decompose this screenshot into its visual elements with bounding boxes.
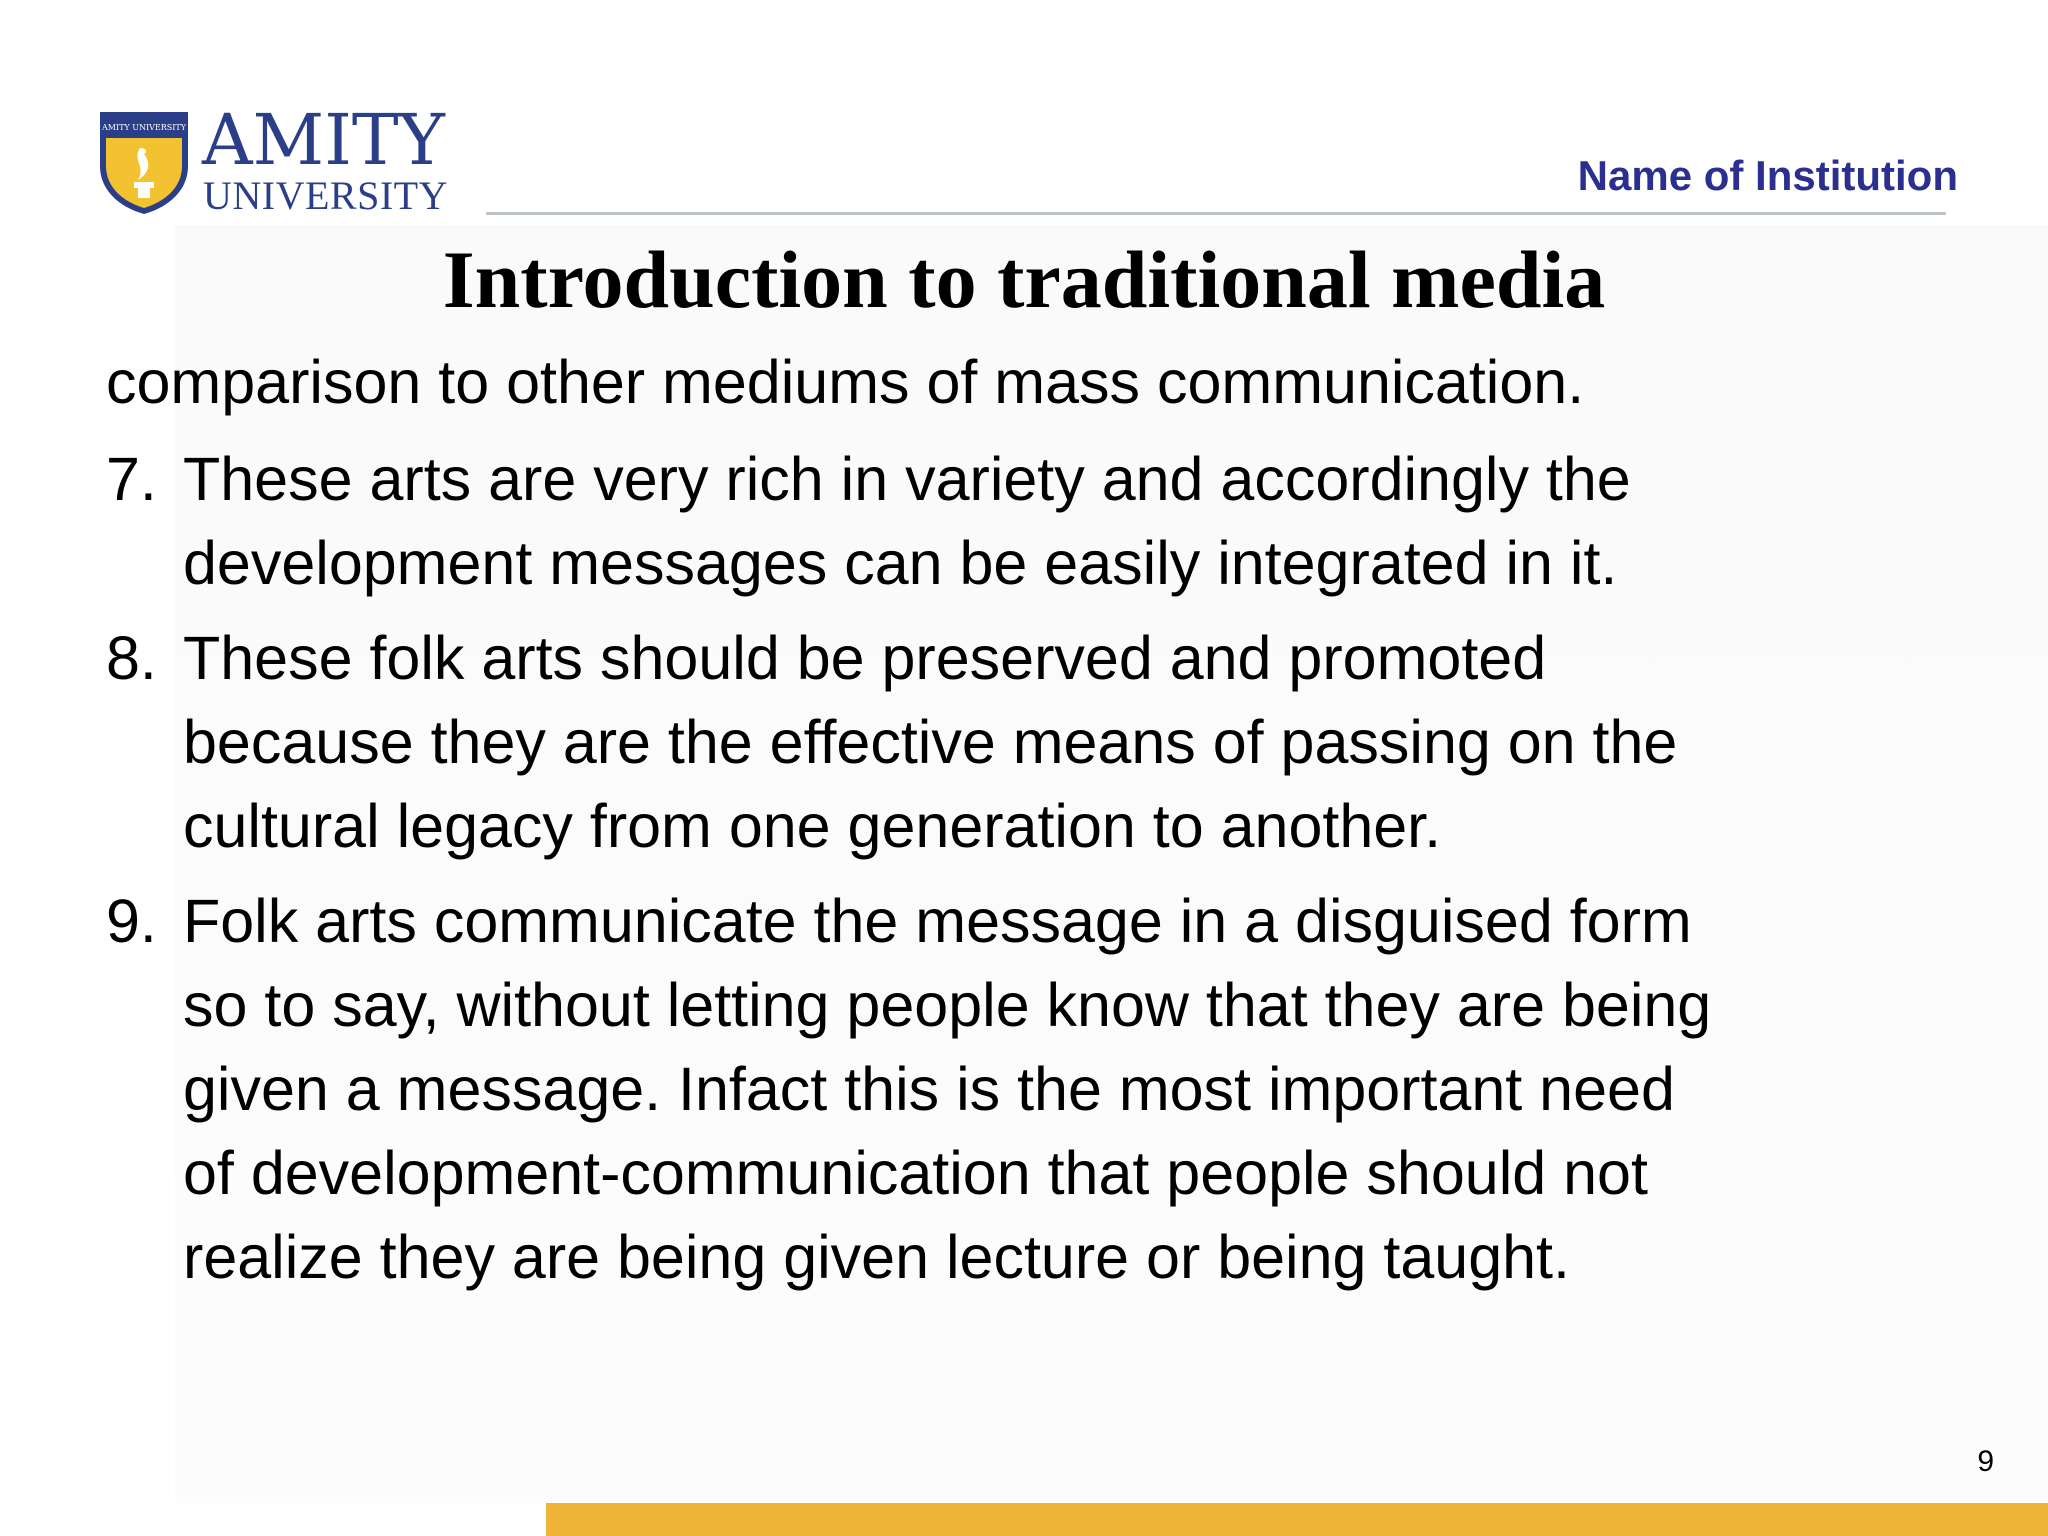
- list-item-9: [106, 879, 1986, 1299]
- slide-body: [106, 340, 1986, 1310]
- slide-title: Introduction to traditional media: [442, 234, 1606, 325]
- item-line: given a message. Infact this is the most important need: [183, 1055, 1675, 1123]
- header-divider: [486, 212, 1946, 215]
- logo-word-amity: AMITY: [202, 99, 445, 181]
- item-number: 7.: [106, 445, 157, 513]
- item-line: development messages can be easily integrated in it.: [183, 529, 1618, 597]
- numbered-points: [106, 437, 1986, 1299]
- item-line: so to say, without letting people know that they are being: [183, 971, 1712, 1039]
- page-number: 9: [1977, 1445, 1994, 1478]
- item-line: because they are the effective means of passing on the: [183, 708, 1678, 776]
- item-line: cultural legacy from one generation to another.: [183, 792, 1442, 860]
- item-line: These folk arts should be preserved and promoted: [183, 624, 1547, 692]
- footer-accent-bar: [546, 1503, 2048, 1536]
- amity-university-logo: [96, 99, 448, 218]
- item-line: Folk arts communicate the message in a disguised form: [183, 887, 1692, 955]
- shield-caption: AMITY UNIVERSITY: [101, 123, 187, 132]
- amity-shield-icon: [96, 108, 192, 216]
- item-number: 9.: [106, 887, 157, 955]
- continuation-text: comparison to other mediums of mass communication.: [106, 348, 1585, 416]
- logo-word-university: UNIVERSITY: [203, 173, 448, 218]
- list-item-8: [106, 616, 1986, 868]
- item-line: realize they are being given lecture or being taught.: [183, 1223, 1570, 1291]
- institution-name: Name of Institution: [1577, 152, 1958, 199]
- item-line: of development-communication that people should not: [183, 1139, 1648, 1207]
- item-number: 8.: [106, 624, 157, 692]
- item-line: These arts are very rich in variety and accordingly the: [183, 445, 1631, 513]
- list-item-7: [106, 437, 1986, 605]
